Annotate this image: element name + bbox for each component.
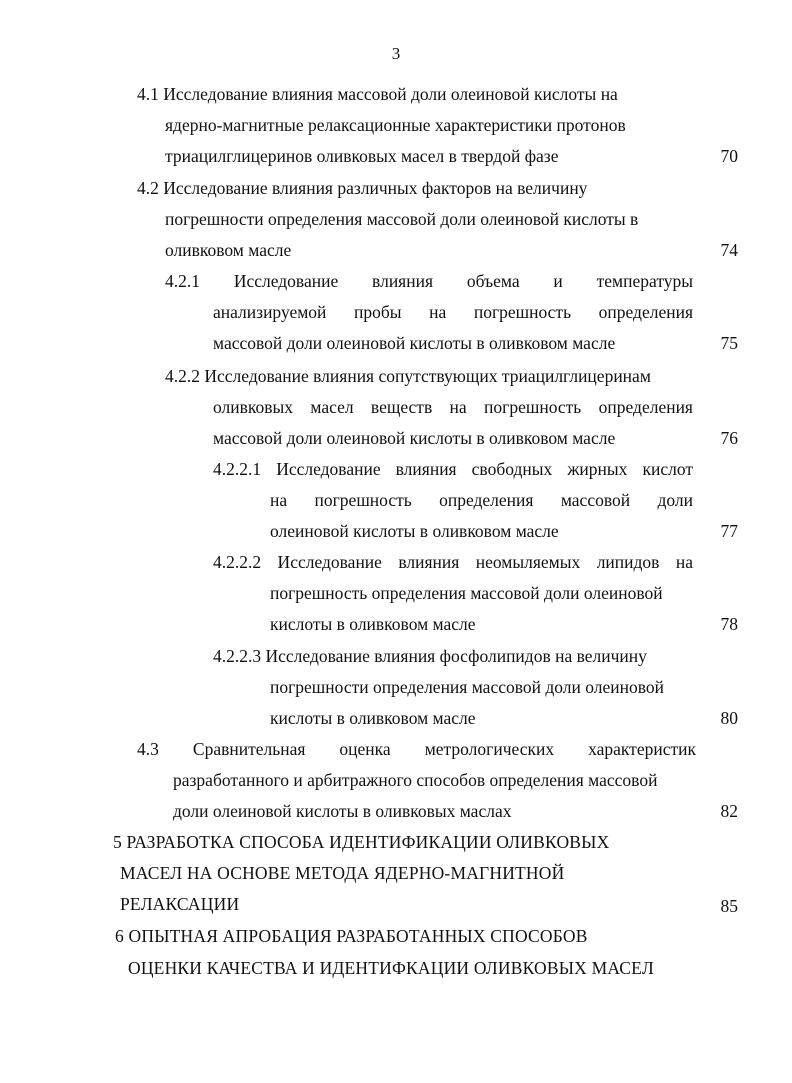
toc-4-2-2-1-line-2: на погрешность определения массовой доли: [270, 490, 693, 510]
toc-4-2-2-page: 76: [720, 428, 738, 448]
toc-4-1-line-2: ядерно-магнитные релаксационные характеристики протонов: [165, 115, 626, 135]
toc-4-3-line-1: 4.3 Сравнительная оценка метрологических характеристик: [137, 739, 696, 759]
toc-4-2-2-line-2: оливковых масел веществ на погрешность определения: [213, 397, 693, 417]
toc-4-2-line-1: 4.2 Исследование влияния различных факторов на величину: [137, 178, 588, 198]
toc-4-3-page: 82: [720, 801, 738, 821]
toc-4-2-2-2-line-1: 4.2.2.2 Исследование влияния неомыляемых липидов на: [213, 552, 693, 572]
toc-4-2-page: 74: [720, 240, 738, 260]
toc-4-1-line-3: триацилглицеринов оливковых масел в твердой фазе: [165, 146, 559, 166]
toc-4-2-line-2: погрешности определения массовой доли олеиновой кислоты в: [165, 209, 639, 229]
toc-4-2-2-3-line-2: погрешности определения массовой доли олеиновой: [270, 677, 665, 697]
toc-4-2-2-line-1: 4.2.2 Исследование влияния сопутствующих триацилглицеринам: [165, 366, 651, 386]
toc-4-2-2-1-line-3: олеиновой кислоты в оливковом масле: [270, 521, 559, 541]
toc-5-page: 85: [720, 896, 738, 916]
page-number: 3: [391, 44, 401, 63]
toc-4-2-1-line-3: массовой доли олеиновой кислоты в оливковом масле: [213, 333, 616, 353]
toc-4-2-2-2-line-3: кислоты в оливковом масле: [270, 614, 476, 634]
toc-4-2-1-line-2: анализируемой пробы на погрешность определения: [213, 302, 693, 322]
toc-4-2-2-3-line-1: 4.2.2.3 Исследование влияния фосфолипидов на величину: [213, 646, 647, 666]
toc-5-line-3: РЕЛАКСАЦИИ: [120, 894, 240, 914]
toc-4-2-1-line-1: 4.2.1 Исследование влияния объема и температуры: [165, 271, 693, 291]
toc-6-line-2: ОЦЕНКИ КАЧЕСТВА И ИДЕНТИФКАЦИИ ОЛИВКОВЫХ МАСЕЛ: [128, 958, 654, 978]
toc-5-line-2: МАСЕЛ НА ОСНОВЕ МЕТОДА ЯДЕРНО-МАГНИТНОЙ: [120, 863, 565, 883]
toc-4-2-1-page: 75: [720, 333, 738, 353]
toc-4-1-line-1: 4.1 Исследование влияния массовой доли олеиновой кислоты на: [137, 84, 618, 104]
toc-4-2-2-3-line-3: кислоты в оливковом масле: [270, 708, 476, 728]
toc-4-1-page: 70: [720, 146, 738, 166]
toc-4-3-line-3: доли олеиновой кислоты в оливковых маслах: [173, 801, 512, 821]
toc-5-line-1: 5 РАЗРАБОТКА СПОСОБА ИДЕНТИФИКАЦИИ ОЛИВКОВЫХ: [113, 832, 610, 852]
toc-4-2-2-2-page: 78: [720, 614, 738, 634]
toc-4-2-2-1-line-1: 4.2.2.1 Исследование влияния свободных жирных кислот: [213, 459, 693, 479]
toc-4-2-2-line-3: массовой доли олеиновой кислоты в оливковом масле: [213, 428, 616, 448]
toc-4-2-line-3: оливковом масле: [165, 240, 292, 260]
toc-4-3-line-2: разработанного и арбитражного способов определения массовой: [173, 770, 658, 790]
toc-4-2-2-2-line-2: погрешность определения массовой доли олеиновой: [270, 583, 663, 603]
toc-6-line-1: 6 ОПЫТНАЯ АПРОБАЦИЯ РАЗРАБОТАННЫХ СПОСОБОВ: [115, 926, 588, 946]
toc-4-2-2-3-page: 80: [720, 708, 738, 728]
toc-4-2-2-1-page: 77: [720, 521, 738, 541]
